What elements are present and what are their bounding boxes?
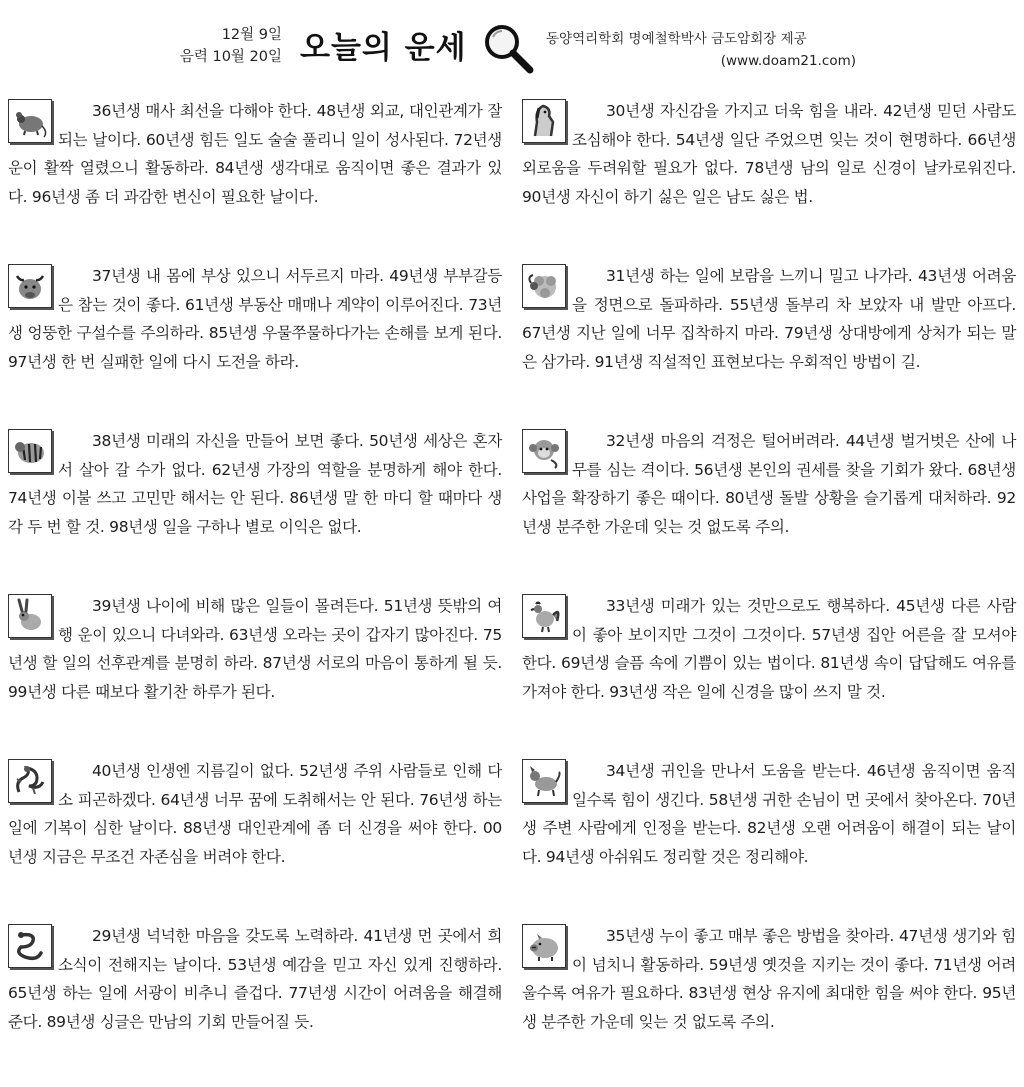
fortune-text: 36년생 매사 최선을 다해야 한다. 48년생 외교, 대인관계가 잘되는 날이다. 60년생 힘든 일도 술술 풀리니 일이 성사된다. 72년생 운이 활짝 열렸으니 활동하라. 84년생 생각대로 움직이면 좋은 결과가 있다. 96년생 좀 더 과감한 변신이 필요한 날이다. <box>8 102 502 206</box>
fortune-entry <box>8 97 502 239</box>
fortune-text: 35년생 누이 좋고 매부 좋은 방법을 찾아라. 47년생 생기와 힘이 넘치니 활동하라. 59년생 옛것을 지키는 것이 좋다. 71년생 어려울수록 여유가 필요하다. 83년생 현상 유지에 최대한 힘을 써야 한다. 95년생 분주한 가운데 잊는 것 없도록 주의. <box>522 927 1016 1031</box>
fortune-entry <box>8 757 502 899</box>
right-column <box>522 97 1016 1087</box>
fortune-text: 38년생 미래의 자신을 만들어 보면 좋다. 50년생 세상은 혼자서 살아 갈 수가 없다. 62년생 가장의 역할을 분명하게 해야 한다. 74년생 이불 쓰고 고민만 해서는 안 된다. 86년생 말 한 마디 할 때마다 생각 두 번 할 것. 98년생 일을 구하나 별로 이익은 없다. <box>8 432 502 536</box>
credits <box>546 28 856 72</box>
fortune-text: 32년생 마음의 걱정은 털어버려라. 44년생 벌거벗은 산에 나무를 심는 격이다. 56년생 본인의 권세를 찾을 기회가 왔다. 68년생 사업을 확장하기 좋은 때이다. 80년생 돌발 상황을 슬기롭게 대처하라. 92년생 분주한 가운데 잊는 것 없도록 주의. <box>522 432 1016 536</box>
page-title: 오늘의 운세 <box>300 30 467 66</box>
fortune-entry <box>522 427 1016 569</box>
fortune-entry <box>522 757 1016 899</box>
lunar-date: 음력 10월 20일 <box>179 49 282 65</box>
website: (www.doam21.com) <box>720 53 856 69</box>
provider: 동양역리학회 명예철학박사 금도암회장 제공 <box>546 31 807 47</box>
ox-icon <box>8 264 52 308</box>
fortune-text: 39년생 나이에 비해 많은 일들이 몰려든다. 51년생 뜻밖의 여행 운이 있으니 다녀와라. 63년생 오라는 곳이 갑자기 많아진다. 75년생 할 일의 선후관계를 분명히 하라. 87년생 서로의 마음이 통하게 될 듯. 99년생 다른 때보다 활기찬 하루가 된다. <box>8 597 502 701</box>
dog-icon <box>522 759 566 803</box>
rooster-icon <box>522 594 566 638</box>
fortune-entry <box>522 262 1016 404</box>
fortune-entry <box>8 592 502 734</box>
snake-icon <box>8 924 52 968</box>
left-column <box>8 97 502 1087</box>
tiger-icon <box>8 429 52 473</box>
fortune-text: 30년생 자신감을 가지고 더욱 힘을 내라. 42년생 믿던 사람도 조심해야 한다. 54년생 일단 주었으면 잊는 것이 현명하다. 66년생 외로움을 두려워할 필요가 없다. 78년생 남의 일로 신경이 날카로워진다. 90년생 자신이 하기 싫은 일은 남도 싫은 법. <box>522 102 1016 206</box>
monkey-icon <box>522 429 566 473</box>
rat-icon <box>8 99 52 143</box>
magnifier-icon <box>480 20 536 76</box>
fortune-entry <box>522 592 1016 734</box>
fortune-text: 33년생 미래가 있는 것만으로도 행복하다. 45년생 다른 사람이 좋아 보이지만 그것이 그것이다. 57년생 집안 어른을 잘 모셔야 한다. 69년생 슬픔 속에 기쁨이 있는 법이다. 81년생 속이 답답해도 여유를 가져야 한다. 93년생 작은 일에 신경을 많이 쓰지 말 것. <box>522 597 1016 701</box>
fortune-entry <box>522 97 1016 239</box>
pig-icon <box>522 924 566 968</box>
date-block <box>150 24 282 68</box>
fortune-entry <box>8 922 502 1064</box>
solar-date: 12월 9일 <box>221 27 282 43</box>
fortune-entry <box>8 262 502 404</box>
fortune-text: 40년생 인생엔 지름길이 없다. 52년생 주위 사람들로 인해 다소 피곤하겠다. 64년생 너무 꿈에 도취해서는 안 된다. 76년생 하는 일에 기복이 심한 날이다. 88년생 대인관계에 좀 더 신경을 써야 한다. 00년생 지금은 무조건 자존심을 버려야 한다. <box>8 762 502 866</box>
sheep-icon <box>522 264 566 308</box>
rabbit-icon <box>8 594 52 638</box>
fortune-text: 37년생 내 몸에 부상 있으니 서두르지 마라. 49년생 부부갈등은 참는 것이 좋다. 61년생 부동산 매매나 계약이 이루어진다. 73년생 엉뚱한 구설수를 주의하라. 85년생 우물쭈물하다가는 손해를 보게 된다. 97년생 한 번 실패한 일에 다시 도전을 하라. <box>8 267 502 371</box>
fortune-text: 34년생 귀인을 만나서 도움을 받는다. 46년생 움직이면 움직일수록 힘이 생긴다. 58년생 귀한 손님이 먼 곳에서 찾아온다. 70년생 주변 사람에게 인정을 받는다. 82년생 오랜 어려움이 해결이 되는 날이다. 94년생 아쉬워도 정리할 것은 정리해야. <box>522 762 1016 866</box>
fortune-text: 31년생 하는 일에 보람을 느끼니 밀고 나가라. 43년생 어려움을 정면으로 돌파하라. 55년생 돌부리 차 보았자 내 발만 아프다. 67년생 지난 일에 너무 집착하지 마라. 79년생 상대방에게 상처가 되는 말은 삼가라. 91년생 직설적인 표현보다는 우회적인 방법이 길. <box>522 267 1016 371</box>
fortune-entry <box>8 427 502 569</box>
fortune-header <box>0 0 1024 90</box>
horse-icon <box>522 99 566 143</box>
fortune-text: 29년생 넉넉한 마음을 갖도록 노력하라. 41년생 먼 곳에서 희소식이 전해지는 날이다. 53년생 예감을 믿고 자신 있게 진행하라. 65년생 하는 일에 서광이 비추니 즐겁다. 77년생 시간이 어려움을 해결해 준다. 89년생 싱글은 만남의 기회 만들어질 듯. <box>8 927 502 1031</box>
fortune-entry <box>522 922 1016 1064</box>
dragon-icon <box>8 759 52 803</box>
